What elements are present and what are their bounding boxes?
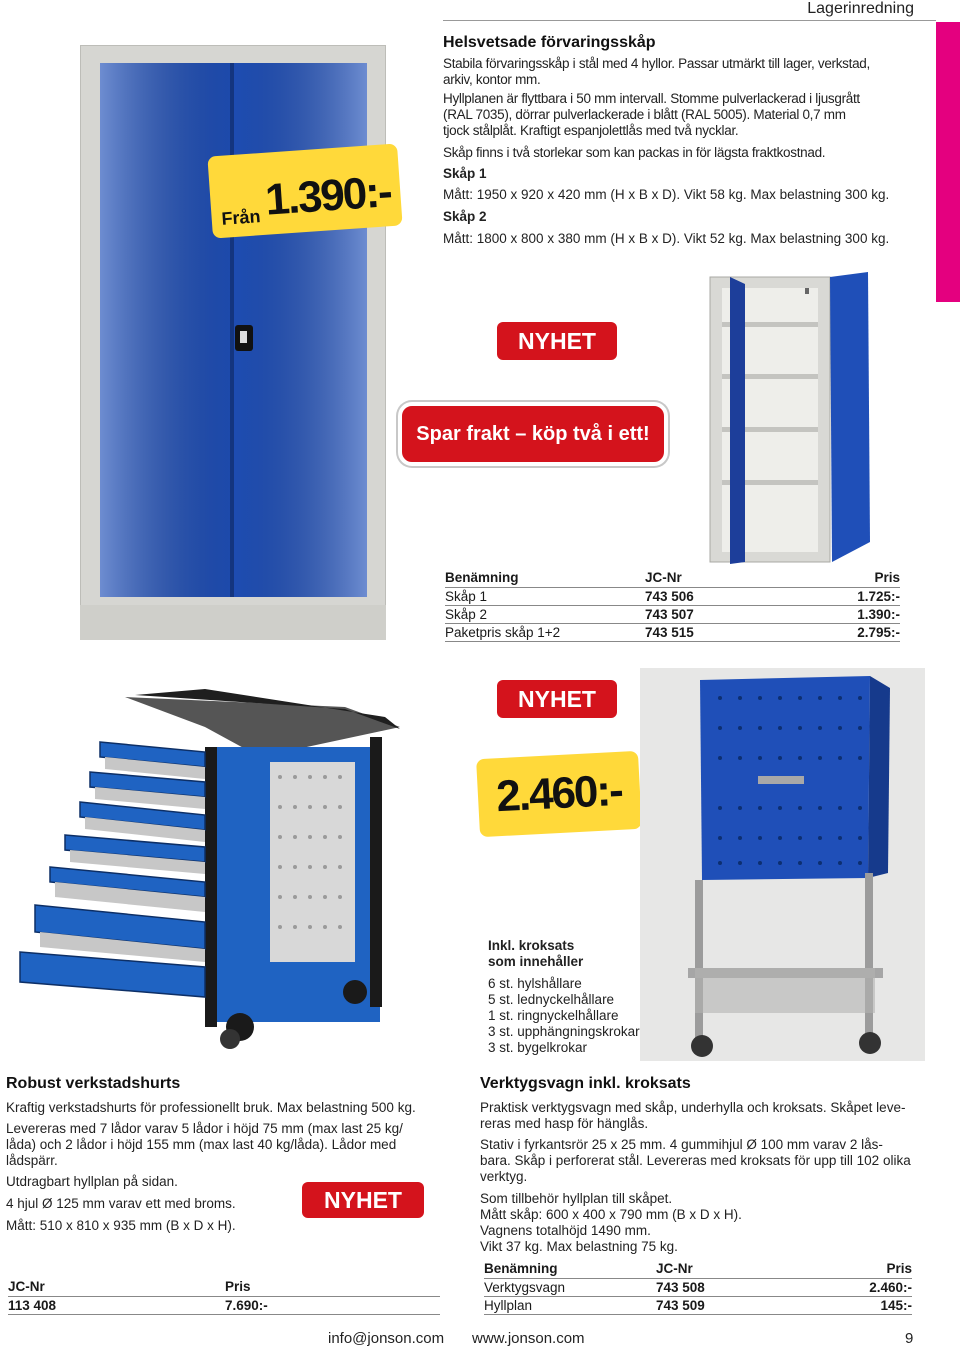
- cell-jcnr: 743 509: [656, 1296, 786, 1314]
- open-cabinet-image: [700, 272, 880, 570]
- col-pris: Pris: [225, 1278, 440, 1296]
- col-jcnr: JC-Nr: [645, 569, 785, 587]
- cabinet-line: Skåp finns i två storlekar som kan packas in för lägsta fraktkostnad.: [443, 145, 826, 160]
- kit-title: Inkl. kroksats: [488, 938, 575, 953]
- hurts-price-table: [8, 1278, 440, 1315]
- table-row: [8, 1296, 440, 1314]
- cell-jcnr: 743 506: [645, 587, 785, 605]
- vagn-line: Vikt 37 kg. Max belastning 75 kg.: [480, 1239, 678, 1254]
- hurts-line: Kraftig verkstadshurts för professionellt bruk. Max belastning 500 kg.: [6, 1100, 416, 1115]
- cell-jcnr: 743 515: [645, 623, 785, 641]
- hurts-line: Levereras med 7 lådor varav 5 lådor i höjd 75 mm (max last 25 kg/: [6, 1121, 403, 1136]
- cell-price: 2.795:-: [785, 623, 900, 641]
- verkstadshurts-title: Robust verkstadshurts: [6, 1075, 181, 1092]
- cell-jcnr: 113 408: [8, 1296, 225, 1314]
- cell-jcnr: 743 507: [645, 605, 785, 623]
- vagn-line: Vagnens totalhöjd 1490 mm.: [480, 1223, 651, 1238]
- vagn-line: Som tillbehör hyllplan till skåpet.: [480, 1191, 673, 1206]
- skap2-label: Skåp 2: [443, 209, 487, 224]
- section-color-tab: [936, 22, 960, 302]
- list-item: 3 st. bygelkrokar: [488, 1040, 588, 1055]
- cabinet-line: (RAL 7035), dörrar pulverlackerade i blått (RAL 5005). Material 0,7 mm: [443, 107, 846, 122]
- section-title: Lagerinredning: [807, 0, 914, 17]
- cabinet-title: Helsvetsade förvaringsskåp: [443, 34, 656, 51]
- cabinet-line: arkiv, kontor mm.: [443, 72, 541, 87]
- footer-website[interactable]: www.jonson.com: [472, 1330, 585, 1347]
- vagn-price-table: [484, 1260, 912, 1315]
- cabinet-line: Hyllplanen är flyttbara i 50 mm intervall. Stomme pulverlackerad i ljusgrått: [443, 91, 860, 106]
- col-jcnr: JC-Nr: [656, 1260, 786, 1278]
- cell-price: 1.390:-: [785, 605, 900, 623]
- cell-name: Hyllplan: [484, 1296, 656, 1314]
- cell-name: Paketpris skåp 1+2: [445, 623, 645, 641]
- price-burst-vagn: [476, 751, 642, 837]
- kit-subtitle: som innehåller: [488, 954, 584, 969]
- cabinet-description: [443, 34, 933, 247]
- cabinet-price-table: [445, 569, 900, 642]
- col-benamning: Benämning: [484, 1260, 656, 1278]
- cell-name: Skåp 1: [445, 587, 645, 605]
- list-item: 3 st. upphängningskrokar: [488, 1024, 640, 1039]
- price-burst-cabinet: [207, 143, 402, 238]
- cell-jcnr: 743 508: [656, 1278, 786, 1296]
- verktygsvagn-title: Verktygsvagn inkl. kroksats: [480, 1075, 691, 1092]
- cell-price: 2.460:-: [786, 1278, 912, 1296]
- workshop-trolley-image: [5, 667, 473, 1060]
- price-from-label: Från: [220, 206, 262, 229]
- cabinet-line: tjock stålplåt. Kraftigt espanjolettlås med två nycklar.: [443, 123, 739, 138]
- verktygsvagn-description: [480, 1075, 920, 1255]
- cell-price: 1.725:-: [785, 587, 900, 605]
- vagn-line: bara. Skåp i perforerat stål. Levereras med kroksats för upp till 102 olika: [480, 1153, 911, 1168]
- vagn-line: Praktisk verktygsvagn med skåp, underhylla och kroksats. Skåpet leve-: [480, 1100, 906, 1115]
- price-value: 1.390:-: [263, 167, 393, 225]
- skap2-spec: Mått: 1800 x 800 x 380 mm (H x B x D). Vikt 52 kg. Max belastning 300 kg.: [443, 231, 890, 246]
- price-value: 2.460:-: [495, 765, 623, 822]
- cell-price: 145:-: [786, 1296, 912, 1314]
- vagn-line: reras med hasp för hänglås.: [480, 1116, 649, 1131]
- vagn-line: verktyg.: [480, 1169, 528, 1184]
- cell-name: Verktygsvagn: [484, 1278, 656, 1296]
- list-item: 5 st. lednyckelhållare: [488, 992, 615, 1007]
- table-row: [445, 623, 900, 641]
- skap1-label: Skåp 1: [443, 166, 487, 181]
- nyhet-badge-cabinet: NYHET: [497, 322, 617, 360]
- hurts-line: Utdragbart hyllplan på sidan.: [6, 1174, 178, 1189]
- col-pris: Pris: [786, 1260, 912, 1278]
- table-row: [445, 605, 900, 623]
- col-pris: Pris: [785, 569, 900, 587]
- list-item: 6 st. hylshållare: [488, 976, 582, 991]
- cell-name: Skåp 2: [445, 605, 645, 623]
- col-jcnr: JC-Nr: [8, 1278, 225, 1296]
- hurts-line: lådspärr.: [6, 1153, 58, 1168]
- table-row: [484, 1296, 912, 1314]
- nyhet-badge-vagn: NYHET: [497, 680, 617, 718]
- kit-contents: [488, 938, 668, 1056]
- list-item: 1 st. ringnyckelhållare: [488, 1008, 619, 1023]
- cell-price: 7.690:-: [225, 1296, 440, 1314]
- large-cabinet-image: [80, 45, 386, 640]
- vagn-line: Stativ i fyrkantsrör 25 x 25 mm. 4 gummihjul Ø 100 mm varav 2 lås-: [480, 1137, 883, 1152]
- tool-cart-image: [640, 668, 925, 1061]
- hurts-line: Mått: 510 x 810 x 935 mm (B x D x H).: [6, 1218, 236, 1233]
- footer-email[interactable]: info@jonson.com: [328, 1330, 445, 1347]
- spar-frakt-badge: Spar frakt – köp två i ett!: [398, 402, 668, 466]
- vagn-line: Mått skåp: 600 x 400 x 790 mm (B x D x H).: [480, 1207, 742, 1222]
- hurts-line: 4 hjul Ø 125 mm varav ett med broms.: [6, 1196, 236, 1211]
- skap1-spec: Mått: 1950 x 920 x 420 mm (H x B x D). Vikt 58 kg. Max belastning 300 kg.: [443, 187, 890, 202]
- page-number: 9: [905, 1330, 914, 1347]
- header-rule: [443, 20, 936, 21]
- cabinet-line: Stabila förvaringsskåp i stål med 4 hyllor. Passar utmärkt till lager, verkstad,: [443, 56, 870, 71]
- table-row: [484, 1278, 912, 1296]
- hurts-line: låda) och 2 lådor i höjd 155 mm (max last 40 kg/låda). Lådor med: [6, 1137, 397, 1152]
- col-benamning: Benämning: [445, 569, 645, 587]
- table-row: [445, 587, 900, 605]
- nyhet-badge-hurts: NYHET: [302, 1182, 424, 1218]
